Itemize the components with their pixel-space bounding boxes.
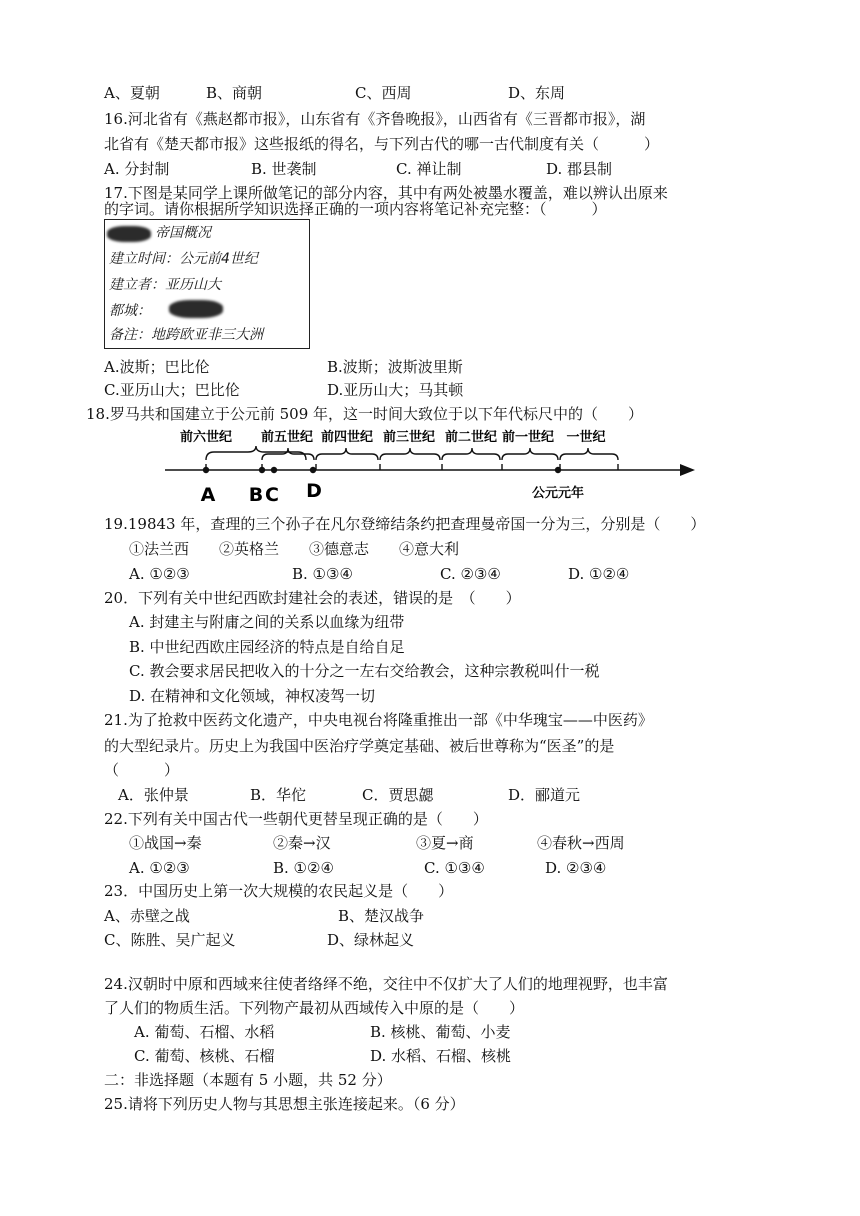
handwritten-note-image [104,219,310,349]
q20-option-a: A. 封建主与附庸之间的关系以血缘为纽带 [129,613,405,631]
q19-option-a: A. ①②③ [129,565,190,583]
q22-stem: 22.下列有关中国古代一些朝代更替呈现正确的是（ ） [104,810,488,828]
ink-blot-1 [107,226,151,242]
marker-label-d: D [306,480,322,502]
century-label-6: 前一世纪 [501,430,555,445]
q21-option-b: B．华佗 [250,786,307,804]
q25-stem: 25.请将下列历史人物与其思想主张连接起来。（6 分） [104,1095,465,1113]
q24-option-b: B. 核桃、葡萄、小麦 [370,1023,511,1041]
q17-option-a: A.波斯；巴比伦 [104,358,210,376]
century-label-3: 前四世纪 [320,430,374,445]
q24-option-d: D. 水稻、石榴、核桃 [370,1047,512,1065]
q22-option-a: A. ①②③ [129,859,190,877]
q24-option-a: A. 葡萄、石榴、水稻 [134,1023,275,1041]
q17-stem-line1: 17.下图是某同学上课所做笔记的部分内容，其中有两处被墨水覆盖，难以辨认出原来 [104,184,668,202]
era-label: 公元元年 [531,486,585,501]
q22-option-d: D. ②③④ [545,859,607,877]
q21-stem-line1: 21.为了抢救中医药文化遗产，中央电视台将隆重推出一部《中华瑰宝——中医药》 [104,711,653,729]
note-line-1: 帝国概况 [155,225,211,241]
note-line-3: 建立者：亚历山大 [109,277,221,293]
note-line-5: 备注：地跨欧亚非三大洲 [109,327,263,343]
marker-dot-d [310,467,316,473]
q15-option-c: C、西周 [355,84,412,102]
q23-stem: 23．中国历史上第一次大规模的农民起义是（ ） [104,882,454,900]
q15-option-a: A、夏朝 [104,84,160,102]
marker-dot-era [555,467,561,473]
q15-option-b: B、商朝 [206,84,263,102]
q20-option-c: C. 教会要求居民把收入的十分之一左右交给教会，这种宗教税叫什一税 [129,662,600,680]
century-braces [206,446,618,460]
q20-option-d: D. 在精神和文化领域，神权凌驾一切 [129,687,376,705]
q22-item-4: ④春秋→西周 [537,834,625,852]
q16-option-b: B. 世袭制 [251,160,317,178]
q24-stem-line2: 了人们的物质生活。下列物产最初从西域传入中原的是（ ） [104,999,525,1017]
q24-stem-line1: 24.汉朝时中原和西域来往使者络绎不绝，交往中不仅扩大了人们的地理视野，也丰富 [104,975,668,993]
q19-stem: 19.19843 年，查理的三个孙子在凡尔登缔结条约把查理曼帝国一分为三，分别是（ ） [104,515,706,533]
q16-option-d: D. 郡县制 [546,160,613,178]
q21-option-d: D．郦道元 [508,786,581,804]
q17-option-c: C.亚历山大；巴比伦 [104,381,240,399]
q21-option-a: A．张仲景 [118,786,189,804]
q24-option-c: C. 葡萄、核桃、石榴 [134,1047,275,1065]
section-2-title: 二：非选择题（本题有 5 小题，共 52 分） [104,1071,392,1089]
marker-dot-b [259,467,265,473]
q21-stem-line2: 的大型纪录片。历史上为我国中医治疗学奠定基础、被后世尊称为“医圣”的是 [104,737,615,755]
marker-label-a: A [200,484,216,506]
q23-option-d: D、绿林起义 [327,931,415,949]
q22-item-2: ②秦→汉 [273,834,331,852]
timeline-figure [150,424,710,510]
note-line-2: 建立时间：公元前4世纪 [109,251,258,267]
century-label-5: 前二世纪 [444,430,498,445]
q22-option-b: B. ①②④ [273,859,334,877]
timeline-arrow [680,464,695,476]
century-label-7: 一世纪 [566,430,606,445]
q16-stem-line2: 北省有《楚天都市报》这些报纸的得名，与下列古代的哪一古代制度有关（ ） [104,135,660,153]
marker-label-b: B [248,484,264,506]
q15-option-d: D、东周 [508,84,566,102]
note-line-4: 都城： [109,303,151,319]
q19-option-c: C. ②③④ [440,565,501,583]
q19-option-d: D. ①②④ [568,565,630,583]
q17-option-d: D.亚历山大；马其顿 [327,381,464,399]
q22-option-c: C. ①③④ [424,859,485,877]
q20-option-b: B. 中世纪西欧庄园经济的特点是自给自足 [129,638,405,656]
century-label-2: 前五世纪 [260,430,314,445]
century-label-1: 前六世纪 [179,430,233,445]
q16-stem-line1: 16.河北省有《燕赵都市报》，山东省有《齐鲁晚报》，山西省有《三晋都市报》，湖 [104,110,646,128]
q16-option-a: A. 分封制 [104,160,170,178]
q23-option-c: C、陈胜、吴广起义 [104,931,236,949]
q18-stem: 18.罗马共和国建立于公元前 509 年，这一时间大致位于以下年代标尺中的（ ） [86,405,644,423]
q23-option-a: A、赤壁之战 [104,907,190,925]
century-label-4: 前三世纪 [382,430,436,445]
q22-item-3: ③夏→商 [416,834,474,852]
q17-option-b: B.波斯；波斯波里斯 [327,358,463,376]
marker-dot-a [203,467,209,473]
q16-option-c: C. 禅让制 [396,160,462,178]
ink-blot-2 [169,300,223,318]
q21-option-c: C．贾思勰 [362,786,434,804]
marker-dot-c [271,467,277,473]
q20-stem: 20．下列有关中世纪西欧封建社会的表述，错误的是 （ ） [104,589,521,607]
q22-item-1: ①战国→秦 [129,834,202,852]
q19-items: ①法兰西 ②英格兰 ③德意志 ④意大利 [129,540,460,558]
marker-label-c: C [265,484,279,506]
q23-option-b: B、楚汉战争 [338,907,425,925]
q19-option-b: B. ①③④ [292,565,353,583]
q17-stem-line2: 的字词。请你根据所学知识选择正确的一项内容将笔记补充完整：（ ） [104,200,607,218]
q21-stem-line3: （ ） [104,761,180,779]
